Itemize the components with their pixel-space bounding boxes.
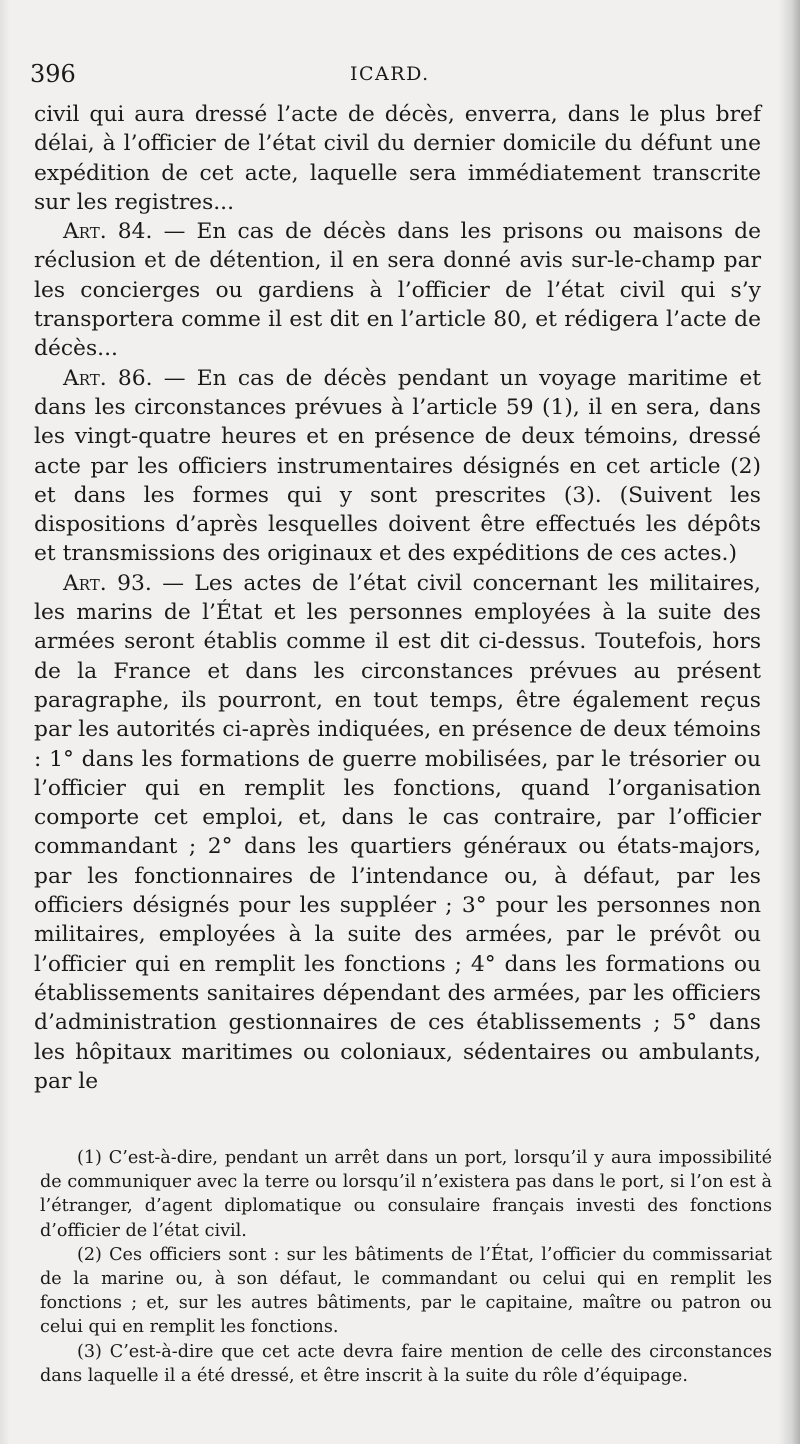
footnote-2 — [40, 1243, 772, 1340]
footnote-text: C’est-à-dire, pendant un arrêt dans un port, lorsqu’il y aura impossibilité de communiquer avec la terre ou lorsqu’il n’existera pas dans le port, si l’on est à l’étranger, d’agent diplomatique ou consulaire français investi des fonctions d’officier de l’état civil. — [40, 1148, 772, 1241]
article-label: Art. 84. — [63, 219, 153, 245]
footnote-marker: (3) — [77, 1341, 102, 1362]
page-header — [30, 60, 765, 94]
scan-shadow-right — [778, 0, 800, 1444]
paragraph-article-86 — [34, 364, 761, 569]
paragraph-article-84 — [34, 217, 761, 363]
running-title: ICARD. — [350, 63, 430, 85]
footnotes — [40, 1146, 772, 1388]
footnote-marker: (1) — [77, 1148, 102, 1168]
article-label: Art. 93. — [63, 570, 152, 596]
footnote-marker: (2) — [77, 1244, 102, 1265]
paragraph-text: — Les actes de l’état civil concernant les militaires, les marins de l’État et les personnes employées à la suite des armées seront établis comme il est dit ci-dessus. Toutefois, hors de la France et dans les circonstances prévues au présent paragraphe, ils pourront, en tout temps, être également reçus par les autorités ci-après indiquées, en présence de deux témoins : 1° dans les formations de guerre mobilisées, par le trésorier ou l’officier qui en remplit les fonctions, quand l’organisation comporte cet emploi, et, dans le cas contraire, par l’officier commandant ; 2° dans les quartiers généraux ou états-majors, par les fonctionnaires de l’intendance ou, à défaut, par les officiers désignés pour les suppléer ; 3° pour les personnes non militaires, employées à la suite des armées, par le prévôt ou l’officier qui en remplit les fonctions ; 4° dans les formations ou établissements sanitaires dépendant des armées, par les officiers d’administration gestionnaires de ces établissements ; 5° dans les hôpitaux maritimes ou coloniaux, sédentaires ou ambulants, par le — [34, 570, 761, 1094]
footnote-1 — [40, 1146, 772, 1243]
footnote-text: C’est-à-dire que cet acte devra faire mention de celle des circonstances dans laquelle il a été dressé, et être inscrit à la suite du rôle d’équipage. — [40, 1341, 772, 1386]
paragraph-text: — En cas de décès pendant un voyage maritime et dans les circonstances prévues à l’article 59 (1), il en sera, dans les vingt-quatre heures et en présence de deux témoins, dressé acte par les officiers instrumentaires désignés en cet article (2) et dans les formes qui y sont prescrites (3). (Suivent les dispositions d’après lesquelles doivent être effectués les dépôts et transmissions des originaux et des expéditions de ces actes.) — [34, 365, 761, 567]
paragraph-article-93 — [34, 569, 761, 1096]
article-label: Art. 86. — [63, 365, 153, 391]
footnote-text: Ces officiers sont : sur les bâtiments de l’État, l’officier du commissariat de la marine ou, à son défaut, le commandant ou celui qui en remplit les fonctions ; et, sur les autres bâtiments, par le capitaine, maître ou patron ou celui qui en remplit les fonctions. — [40, 1244, 772, 1338]
paragraph-text: civil qui aura dressé l’acte de décès, enverra, dans le plus bref délai, à l’officier de l’état civil du dernier domicile du défunt une expédition de cet acte, laquelle sera immédiatement transcrite sur les registres... — [34, 102, 761, 215]
paragraph-continuation — [34, 100, 761, 217]
paragraph-text: — En cas de décès dans les prisons ou maisons de réclusion et de détention, il en sera donné avis sur-le-champ par les concierges ou gardiens à l’officier de l’état civil qui s’y transportera comme il est dit en l’article 80, et rédigera l’acte de décès... — [34, 219, 761, 362]
body-text — [34, 100, 761, 1096]
page-number: 396 — [30, 60, 76, 88]
scan-shadow-left — [0, 0, 10, 1444]
footnote-3 — [40, 1340, 772, 1388]
